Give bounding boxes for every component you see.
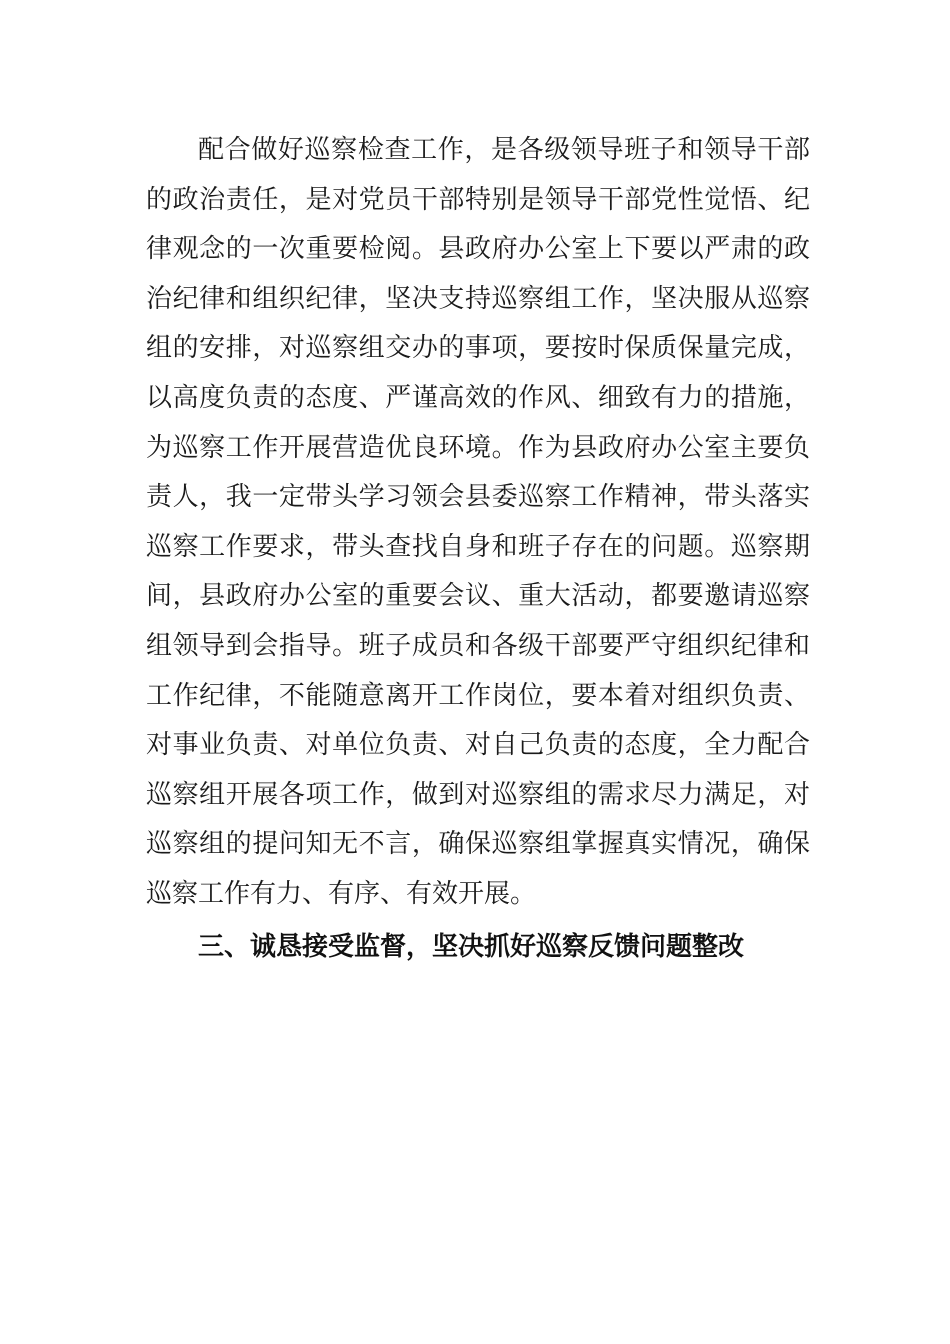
paragraph-line: 责人，我一定带头学习领会县委巡察工作精神，带头落实 [146,482,810,513]
paragraph-line: 间，县政府办公室的重要会议、重大活动，都要邀请巡察 [146,581,810,612]
paragraph-line: 以高度负责的态度、严谨高效的作风、细致有力的措施， [146,382,810,413]
paragraph-line: 巡察组开展各项工作，做到对巡察组的需求尽力满足，对 [146,779,810,810]
section-heading: 三、诚恳接受监督，坚决抓好巡察反馈问题整改 [198,932,745,962]
paragraph-line: 为巡察工作开展营造优良环境。作为县政府办公室主要负 [146,432,810,463]
body-paragraph [146,126,810,920]
paragraph-line: 巡察组的提问知无不言，确保巡察组掌握真实情况，确保 [146,829,810,860]
paragraph-line: 治纪律和组织纪律，坚决支持巡察组工作，坚决服从巡察 [146,283,810,314]
paragraph-line: 组领导到会指导。班子成员和各级干部要严守组织纪律和 [146,630,810,661]
paragraph-line: 工作纪律，不能随意离开工作岗位，要本着对组织负责、 [146,680,810,711]
paragraph-line: 巡察工作要求，带头查找自身和班子存在的问题。巡察期 [146,531,810,562]
paragraph-line: 的政治责任，是对党员干部特别是领导干部党性觉悟、纪 [146,184,810,215]
paragraph-line: 配合做好巡察检查工作，是各级领导班子和领导干部 [198,135,810,165]
paragraph-line: 对事业负责、对单位负责、对自己负责的态度，全力配合 [146,730,810,761]
paragraph-line: 巡察工作有力、有序、有效开展。 [146,878,537,909]
paragraph-line: 组的安排，对巡察组交办的事项，要按时保质保量完成， [146,333,810,364]
paragraph-line: 律观念的一次重要检阅。县政府办公室上下要以严肃的政 [146,234,810,265]
